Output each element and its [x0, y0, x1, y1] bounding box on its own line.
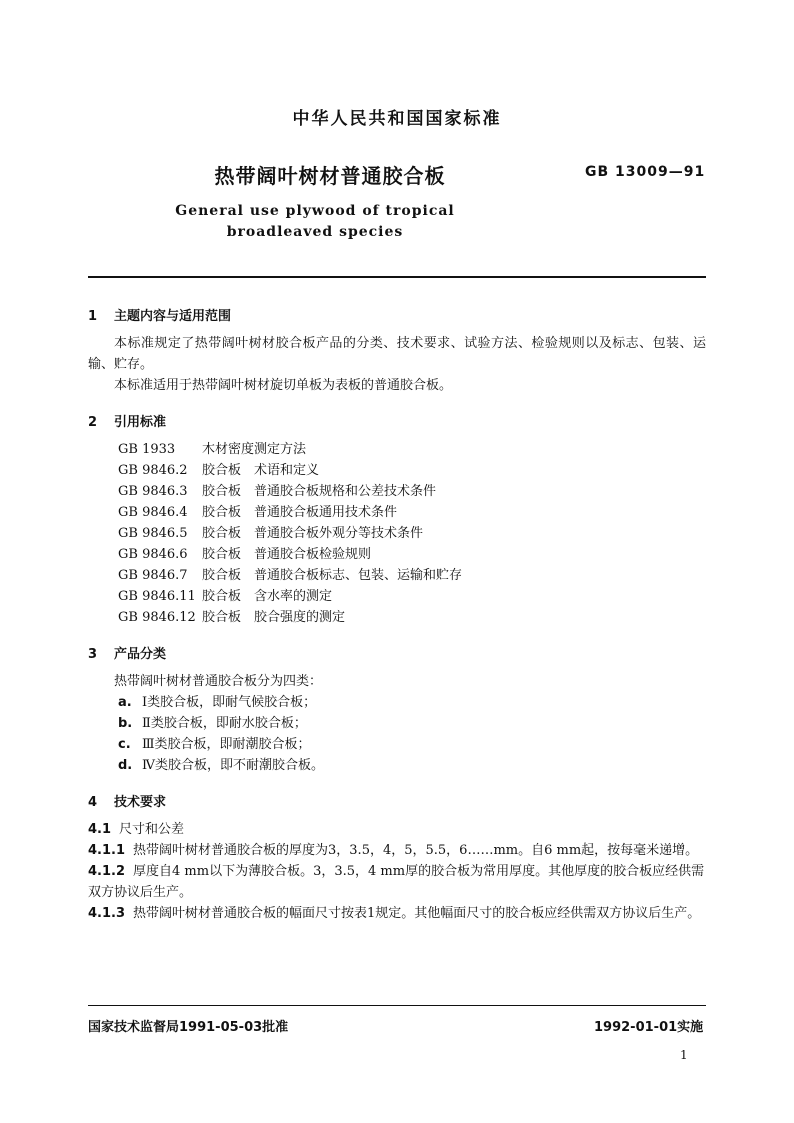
reference-text: 胶合板 普通胶合板标志、包装、运输和贮存 [202, 568, 463, 583]
subsection-text: 尺寸和公差 [119, 822, 185, 837]
subsection-text: 厚度自4 mm以下为薄胶合板。3，3.5，4 mm厚的胶合板为常用厚度。其他厚度的胶合板应经供需双方协议后生产。 [88, 864, 705, 900]
reference-text: 胶合板 普通胶合板规格和公差技术条件 [202, 484, 437, 499]
section-number: 2 [88, 415, 98, 430]
reference-code: GB 9846.5 [118, 526, 188, 541]
reference-item [118, 586, 706, 607]
document-title: 热带阔叶树材普通胶合板 [214, 164, 446, 188]
reference-code: GB 9846.6 [118, 547, 188, 562]
list-label: a. [118, 695, 132, 710]
section-title: 产品分类 [114, 647, 167, 662]
section-number: 3 [88, 647, 98, 662]
paragraph: 本标准规定了热带阔叶树材胶合板产品的分类、技术要求、试验方法、检验规则以及标志、包装、运输、贮存。 [88, 336, 706, 372]
section-number: 1 [88, 309, 98, 324]
subsection [88, 840, 706, 861]
reference-item [118, 460, 706, 481]
list-text: Ⅱ类胶合板，即耐水胶合板； [142, 716, 307, 731]
list-item [118, 755, 706, 776]
reference-code: GB 9846.3 [118, 484, 188, 499]
reference-item [118, 439, 706, 460]
paragraph: 本标准适用于热带阔叶树材旋切单板为表板的普通胶合板。 [114, 378, 453, 393]
english-title-line-1: General use plywood of tropical [175, 203, 455, 219]
subsection-text: 热带阔叶树材普通胶合板的幅面尺寸按表1规定。其他幅面尺寸的胶合板应经供需双方协议后生产。 [133, 906, 701, 921]
subsection-number: 4.1.2 [88, 864, 126, 879]
subsection-number: 4.1.3 [88, 906, 126, 921]
reference-code: GB 9846.12 [118, 610, 196, 625]
subsection-text: 热带阔叶树材普通胶合板的厚度为3，3.5，4，5，5.5，6……mm。自6 mm起，按每毫米递增。 [133, 843, 699, 858]
list-label: b. [118, 716, 133, 731]
subsection [88, 861, 706, 903]
subsection-number: 4.1 [88, 822, 112, 837]
reference-code: GB 1933 [118, 442, 176, 457]
reference-item [118, 544, 706, 565]
english-title-line-2: broadleaved species [226, 224, 404, 240]
list-item [118, 734, 706, 755]
reference-code: GB 9846.2 [118, 463, 188, 478]
reference-item [118, 481, 706, 502]
reference-code: GB 9846.7 [118, 568, 188, 583]
standard-code: GB 13009—91 [585, 164, 706, 180]
list-label: c. [118, 737, 131, 752]
effective-date: 1992-01-01实施 [594, 1020, 704, 1035]
list-text: Ⅰ类胶合板，即耐气候胶合板； [142, 695, 317, 710]
reference-text: 胶合板 胶合强度的测定 [202, 610, 346, 625]
section-4-heading [88, 792, 706, 813]
section-3-heading [88, 644, 706, 665]
header-divider [88, 276, 706, 278]
reference-text: 胶合板 术语和定义 [202, 463, 320, 478]
section-number: 4 [88, 795, 98, 810]
footer-divider [88, 1005, 706, 1006]
reference-item [118, 523, 706, 544]
list-item [118, 692, 706, 713]
national-standard-heading: 中华人民共和国国家标准 [292, 109, 502, 129]
approval-date: 国家技术监督局1991-05-03批准 [88, 1020, 289, 1035]
section-title: 技术要求 [114, 795, 167, 810]
reference-text: 胶合板 含水率的测定 [202, 589, 333, 604]
reference-code: GB 9846.4 [118, 505, 188, 520]
reference-text: 木材密度测定方法 [202, 442, 307, 457]
section-2-heading [88, 412, 706, 433]
list-item [118, 713, 706, 734]
page-number: 1 [680, 1048, 688, 1062]
section-title: 引用标准 [114, 415, 167, 430]
reference-text: 胶合板 普通胶合板检验规则 [202, 547, 372, 562]
list-label: d. [118, 758, 133, 773]
reference-item [118, 502, 706, 523]
section-1-heading [88, 306, 706, 327]
reference-item [118, 565, 706, 586]
subsection-number: 4.1.1 [88, 843, 126, 858]
document-body [88, 300, 706, 924]
reference-text: 胶合板 普通胶合板通用技术条件 [202, 505, 398, 520]
section-title: 主题内容与适用范围 [114, 309, 232, 324]
paragraph: 热带阔叶树材普通胶合板分为四类： [114, 674, 323, 689]
list-text: Ⅳ类胶合板，即不耐潮胶合板。 [142, 758, 324, 773]
subsection [88, 903, 706, 924]
list-text: Ⅲ类胶合板，即耐潮胶合板； [142, 737, 311, 752]
reference-item [118, 607, 706, 628]
reference-code: GB 9846.11 [118, 589, 196, 604]
subsection [88, 819, 706, 840]
reference-text: 胶合板 普通胶合板外观分等技术条件 [202, 526, 424, 541]
